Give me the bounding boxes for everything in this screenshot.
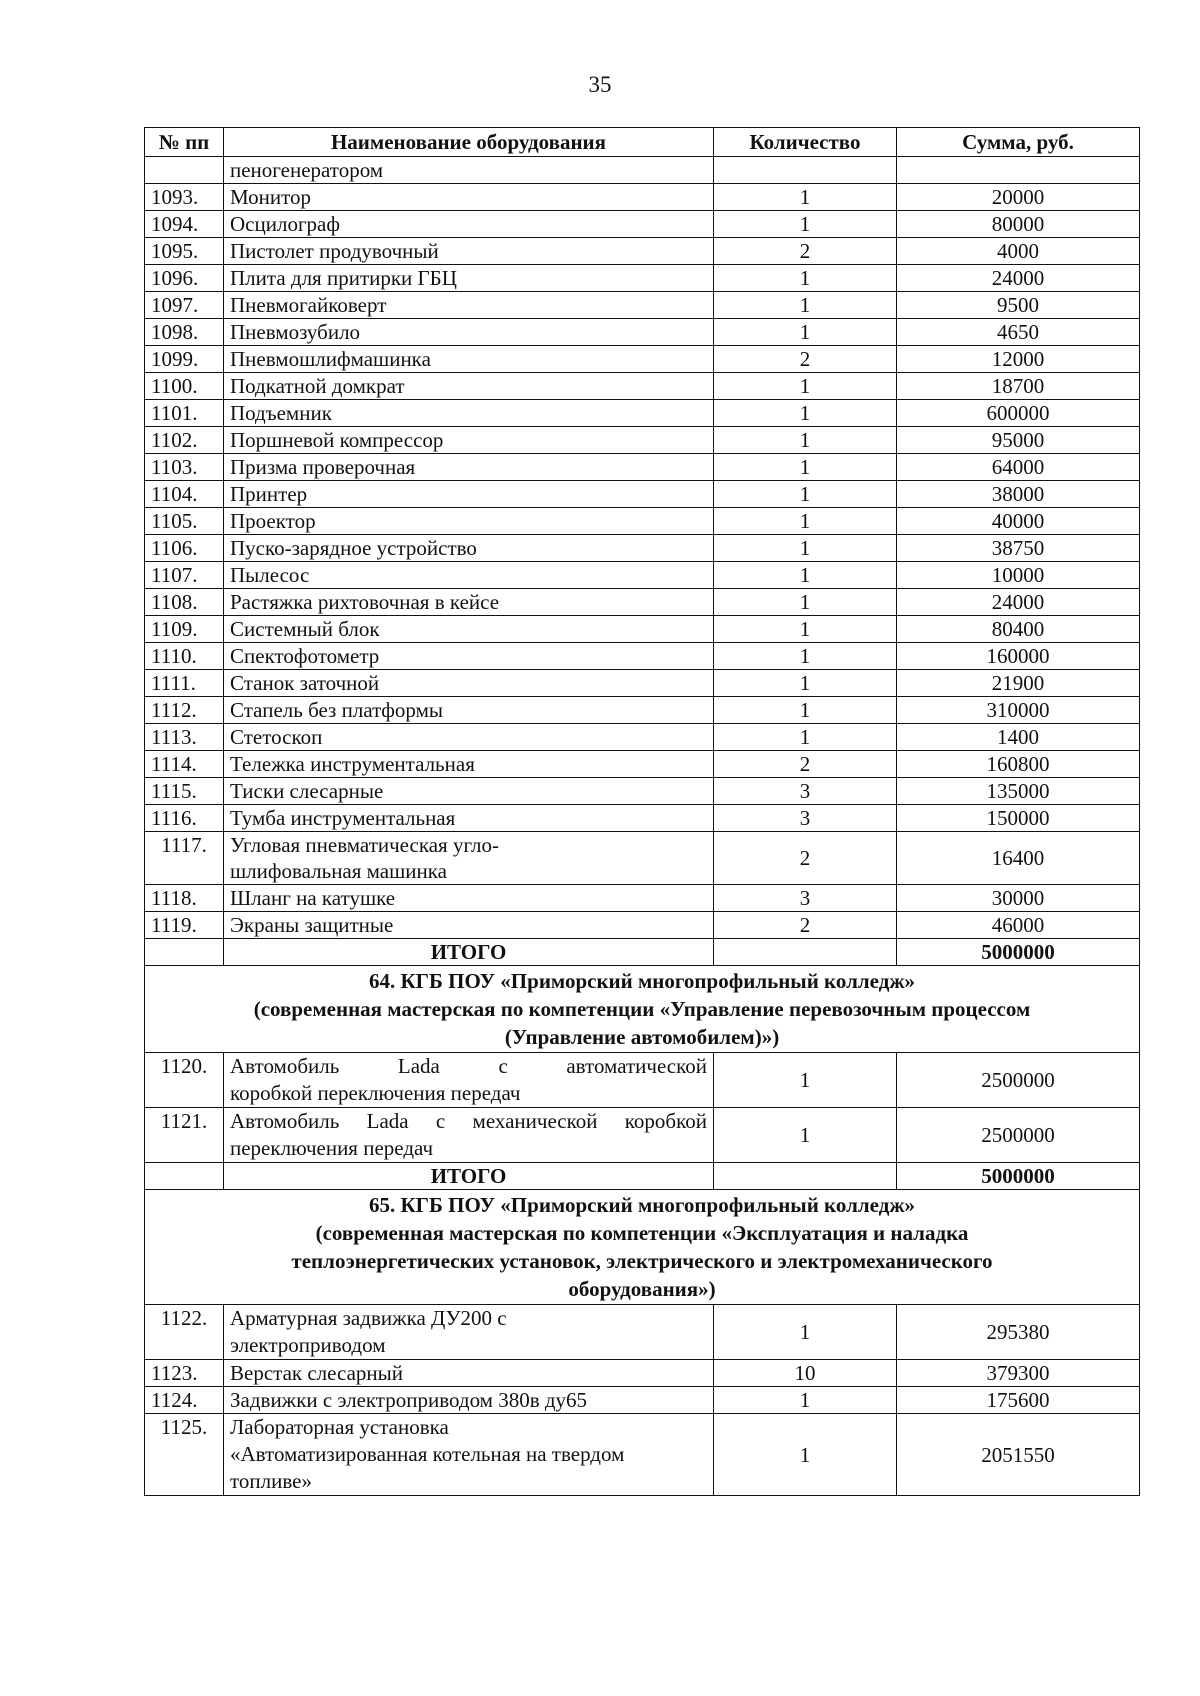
row-qty: 3: [714, 805, 897, 832]
row-sum: 18700: [897, 373, 1140, 400]
row-qty: 1: [714, 211, 897, 238]
row-name: Стетоскоп: [224, 724, 714, 751]
table-row: [145, 562, 1140, 589]
row-name: Поршневой компрессор: [224, 427, 714, 454]
row-num: 1124.: [145, 1387, 224, 1414]
total-sum: 5000000: [897, 1163, 1140, 1190]
row-name-line: электроприводом: [230, 1333, 386, 1357]
row-sum: 135000: [897, 778, 1140, 805]
row-sum: 21900: [897, 670, 1140, 697]
table-row: [145, 319, 1140, 346]
row-qty: 1: [714, 319, 897, 346]
row-name: Осцилограф: [224, 211, 714, 238]
row-qty: 1: [714, 508, 897, 535]
row-qty: 2: [714, 832, 897, 885]
row-qty: 1: [714, 562, 897, 589]
row-sum: 175600: [897, 1387, 1140, 1414]
table-row: [145, 697, 1140, 724]
table-row: [145, 373, 1140, 400]
table-row: [145, 1108, 1140, 1163]
table-header-row: [145, 128, 1140, 157]
row-num: 1105.: [145, 508, 224, 535]
row-qty: 1: [714, 616, 897, 643]
row-num: 1119.: [145, 912, 224, 939]
row-qty: 2: [714, 238, 897, 265]
row-qty: 1: [714, 265, 897, 292]
row-sum: 4000: [897, 238, 1140, 265]
row-name-line: коробкой переключения передач: [230, 1081, 521, 1105]
row-num: 1110.: [145, 643, 224, 670]
equipment-table: [144, 127, 1140, 1496]
row-qty: 1: [714, 1305, 897, 1360]
row-num: 1098.: [145, 319, 224, 346]
row-qty: 2: [714, 912, 897, 939]
row-qty: 1: [714, 535, 897, 562]
table-row: [145, 1414, 1140, 1496]
row-name: Пистолет продувочный: [224, 238, 714, 265]
table-row: [145, 238, 1140, 265]
section-heading-64: 64. КГБ ПОУ «Приморский многопрофильный колледж» (современная мастерская по компетенции «Управление перевозочным процессом (Управление автомобилем)»): [145, 966, 1140, 1053]
row-sum: 4650: [897, 319, 1140, 346]
table-row: [145, 643, 1140, 670]
rows-group-b: [145, 885, 1140, 939]
total-label: ИТОГО: [224, 1163, 714, 1190]
row-name: Системный блок: [224, 616, 714, 643]
rows-group-a: [145, 184, 1140, 832]
table-row: [145, 751, 1140, 778]
row-name: Тумба инструментальная: [224, 805, 714, 832]
row-num: 1099.: [145, 346, 224, 373]
table-row: [145, 616, 1140, 643]
row-name: Угловая пневматическая угло- шлифовальная машинка: [224, 832, 714, 885]
row-qty: 1: [714, 1108, 897, 1163]
row-name: Принтер: [224, 481, 714, 508]
row-name: Пневмозубило: [224, 319, 714, 346]
rows-group-65: [145, 1305, 1140, 1496]
row-num: 1116.: [145, 805, 224, 832]
table-row: [145, 292, 1140, 319]
row-name: Спектофотометр: [224, 643, 714, 670]
row-name: Шланг на катушке: [224, 885, 714, 912]
row-sum: 38750: [897, 535, 1140, 562]
row-name-line: Лабораторная установка: [230, 1415, 449, 1439]
row-sum: 80000: [897, 211, 1140, 238]
row-num: 1123.: [145, 1360, 224, 1387]
row-sum: 40000: [897, 508, 1140, 535]
row-name: [224, 1053, 714, 1108]
total-sum: 5000000: [897, 939, 1140, 966]
table-row: [145, 912, 1140, 939]
row-qty: 1: [714, 292, 897, 319]
table-row: [145, 778, 1140, 805]
row-name: Плита для притирки ГБЦ: [224, 265, 714, 292]
row-sum: 1400: [897, 724, 1140, 751]
row-name: [224, 1414, 714, 1496]
row-name: Подъемник: [224, 400, 714, 427]
row-name: Пневмогайковерт: [224, 292, 714, 319]
row-num: 1109.: [145, 616, 224, 643]
table-row: [145, 1387, 1140, 1414]
row-num: 1125.: [145, 1414, 224, 1496]
row-sum: 2500000: [897, 1053, 1140, 1108]
row-qty: 2: [714, 751, 897, 778]
header-num: № пп: [145, 128, 224, 157]
row-name: Верстак слесарный: [224, 1360, 714, 1387]
row-num: 1101.: [145, 400, 224, 427]
row-name: Станок заточной: [224, 670, 714, 697]
row-name: Проектор: [224, 508, 714, 535]
row-qty: 1: [714, 724, 897, 751]
row-qty: 1: [714, 373, 897, 400]
row-name: Монитор: [224, 184, 714, 211]
row-qty: 1: [714, 697, 897, 724]
table-row: [145, 1053, 1140, 1108]
row-num: 1097.: [145, 292, 224, 319]
section-heading-65: 65. КГБ ПОУ «Приморский многопрофильный колледж» (современная мастерская по компетенции «Эксплуатация и наладка теплоэнергетических установок, электрического и электромеханического оборудования»): [145, 1190, 1140, 1305]
row-name: Тележка инструментальная: [224, 751, 714, 778]
row-qty: 1: [714, 400, 897, 427]
table-row: [145, 724, 1140, 751]
row-name: [224, 1108, 714, 1163]
row-sum: 295380: [897, 1305, 1140, 1360]
row-name-line: топливе»: [230, 1469, 312, 1493]
table-row: [145, 211, 1140, 238]
table-row: [145, 885, 1140, 912]
row-sum: 30000: [897, 885, 1140, 912]
row-name: Растяжка рихтовочная в кейсе: [224, 589, 714, 616]
row-num: 1102.: [145, 427, 224, 454]
row-sum: 95000: [897, 427, 1140, 454]
row-name: пеногенератором: [224, 157, 714, 184]
row-num: 1118.: [145, 885, 224, 912]
row-qty: 10: [714, 1360, 897, 1387]
row-sum: 12000: [897, 346, 1140, 373]
row-num: 1094.: [145, 211, 224, 238]
row-qty: 3: [714, 778, 897, 805]
row-sum: 80400: [897, 616, 1140, 643]
header-sum: Сумма, руб.: [897, 128, 1140, 157]
table-row: [145, 184, 1140, 211]
header-qty: Количество: [714, 128, 897, 157]
row-name: Пневмошлифмашинка: [224, 346, 714, 373]
rows-group-64: [145, 1053, 1140, 1163]
row-qty: 2: [714, 346, 897, 373]
row-qty: 1: [714, 184, 897, 211]
row-name: Стапель без платформы: [224, 697, 714, 724]
row-num: 1112.: [145, 697, 224, 724]
row-sum: 20000: [897, 184, 1140, 211]
row-num: 1107.: [145, 562, 224, 589]
row-num: 1100.: [145, 373, 224, 400]
row-qty: 1: [714, 427, 897, 454]
row-sum: 310000: [897, 697, 1140, 724]
row-sum: 64000: [897, 454, 1140, 481]
total-row: [145, 939, 1140, 966]
row-qty: 1: [714, 670, 897, 697]
row-name: Задвижки с электроприводом 380в ду65: [224, 1387, 714, 1414]
table-row: [145, 1305, 1140, 1360]
row-num: 1117.: [145, 832, 224, 885]
row-sum: 2051550: [897, 1414, 1140, 1496]
row-sum: 10000: [897, 562, 1140, 589]
row-qty: 1: [714, 1387, 897, 1414]
row-sum: 379300: [897, 1360, 1140, 1387]
row-sum: 46000: [897, 912, 1140, 939]
row-name-line: Арматурная задвижка ДУ200 с: [230, 1306, 507, 1330]
row-name-line: Автомобиль Lada с механической коробкой: [230, 1109, 707, 1133]
row-qty: 1: [714, 643, 897, 670]
row-name-line: Автомобиль Lada с автоматической: [230, 1054, 707, 1078]
row-sum: 9500: [897, 292, 1140, 319]
row-qty: 1: [714, 481, 897, 508]
table-row: [145, 427, 1140, 454]
row-name: Призма проверочная: [224, 454, 714, 481]
row-qty: 1: [714, 454, 897, 481]
row-sum: 16400: [897, 832, 1140, 885]
row-name-line: «Автоматизированная котельная на твердом: [230, 1442, 625, 1466]
row-name: Экраны защитные: [224, 912, 714, 939]
table-row: [145, 805, 1140, 832]
row-num: 1103.: [145, 454, 224, 481]
row-qty: 1: [714, 1414, 897, 1496]
row-num: 1115.: [145, 778, 224, 805]
row-num: 1114.: [145, 751, 224, 778]
row-sum: 38000: [897, 481, 1140, 508]
row-qty: 1: [714, 1053, 897, 1108]
row-name: Пуско-зарядное устройство: [224, 535, 714, 562]
row-sum: 24000: [897, 589, 1140, 616]
table-row: [145, 400, 1140, 427]
row-sum: 2500000: [897, 1108, 1140, 1163]
table-row: [145, 508, 1140, 535]
table-row: [145, 265, 1140, 292]
row-sum: 150000: [897, 805, 1140, 832]
row-num: 1104.: [145, 481, 224, 508]
header-name: Наименование оборудования: [224, 128, 714, 157]
row-name: [224, 1305, 714, 1360]
row-name: Пылесос: [224, 562, 714, 589]
table-row: [145, 454, 1140, 481]
row-num: 1122.: [145, 1305, 224, 1360]
row-sum: 24000: [897, 265, 1140, 292]
row-num: 1111.: [145, 670, 224, 697]
table-row: [145, 481, 1140, 508]
row-name-line: переключения передач: [230, 1136, 434, 1160]
row-sum: 160000: [897, 643, 1140, 670]
row-num: 1121.: [145, 1108, 224, 1163]
row-num: 1113.: [145, 724, 224, 751]
row-num: 1096.: [145, 265, 224, 292]
table-row: [145, 535, 1140, 562]
row-name: Подкатной домкрат: [224, 373, 714, 400]
row-qty: 1: [714, 589, 897, 616]
table-row: [145, 589, 1140, 616]
row-num: 1108.: [145, 589, 224, 616]
total-row: [145, 1163, 1140, 1190]
row-num: 1106.: [145, 535, 224, 562]
row-sum: 600000: [897, 400, 1140, 427]
row-num: 1093.: [145, 184, 224, 211]
row-num: 1095.: [145, 238, 224, 265]
table-row-continued: [145, 157, 1140, 184]
page-number: 35: [588, 72, 612, 97]
table-row: [145, 832, 1140, 885]
total-label: ИТОГО: [224, 939, 714, 966]
table-row: [145, 1360, 1140, 1387]
row-sum: 160800: [897, 751, 1140, 778]
row-num: 1120.: [145, 1053, 224, 1108]
table-row: [145, 670, 1140, 697]
row-qty: 3: [714, 885, 897, 912]
row-name: Тиски слесарные: [224, 778, 714, 805]
table-row: [145, 346, 1140, 373]
